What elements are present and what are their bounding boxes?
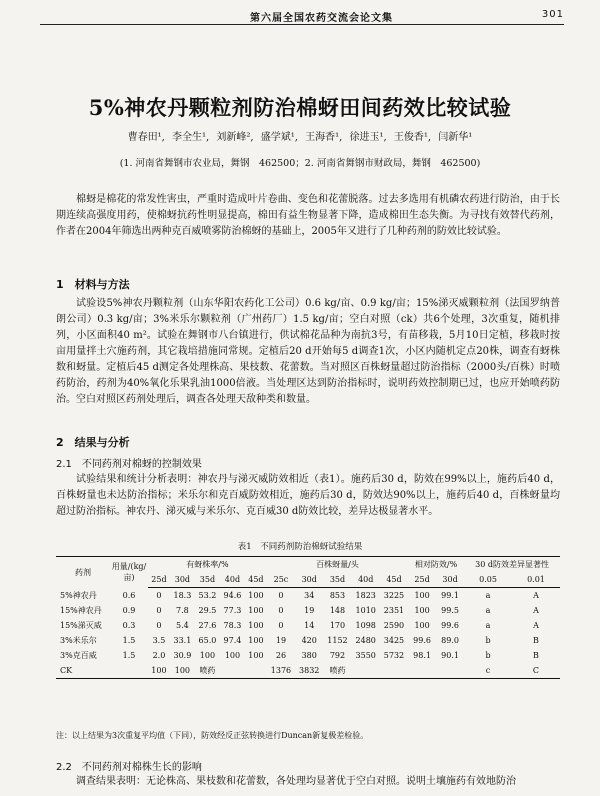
- author: 王俊香¹,: [393, 132, 432, 143]
- cell-rate: 3.5: [152, 636, 166, 645]
- cell-rate: 100: [148, 663, 170, 679]
- cell-count: 0: [278, 591, 284, 600]
- section-heading: 2 结果与分析: [56, 436, 130, 449]
- table-row: [56, 618, 560, 633]
- cell-count: 1823: [355, 591, 376, 600]
- cell-count: 34: [304, 591, 315, 600]
- cell-agent: CK: [56, 663, 110, 679]
- cell-rate: 0: [156, 621, 162, 630]
- cell-sig: C: [512, 663, 560, 679]
- cell-rate: 100: [248, 606, 264, 615]
- table-row: [56, 663, 560, 679]
- results-table: [56, 556, 560, 679]
- table-row: [56, 603, 560, 618]
- cell-rate: 喷药: [195, 663, 220, 679]
- cell-rate: 0: [156, 606, 162, 615]
- col-subheader: 45d: [380, 572, 408, 588]
- subsection-heading: 2.2 不同药剂对棉株生长的影响: [56, 762, 202, 773]
- cell-dose: 0.6: [122, 590, 136, 600]
- cell-eff: [408, 663, 436, 679]
- cell-rate: 65.0: [198, 636, 217, 645]
- cell-eff: 90.1: [441, 651, 459, 660]
- cell-rate: 7.8: [176, 606, 189, 615]
- col-header-agent: 药剂: [56, 557, 110, 588]
- cell-count: 19: [275, 636, 287, 645]
- cell-count: 2351: [383, 606, 405, 615]
- cell-agent: 15%涕灭威: [60, 621, 102, 630]
- cell-dose: 1.5: [122, 636, 136, 645]
- cell-count: 1376: [267, 663, 295, 679]
- cell-count: 380: [301, 651, 317, 660]
- cell-eff: 99.1: [441, 591, 459, 600]
- col-subheader: 35d: [195, 572, 220, 588]
- cell-count: 1098: [355, 621, 376, 630]
- author: 李全生¹,: [172, 132, 210, 143]
- col-header-count: 百株蚜量/头: [267, 557, 408, 573]
- cell-count: 5732: [383, 651, 405, 660]
- cell-sig: a: [485, 621, 491, 630]
- col-subheader: 45d: [245, 572, 267, 588]
- col-header-efficacy: 相对防效/%: [408, 557, 464, 573]
- methods-paragraph: 试验设5%神农丹颗粒剂（山东华阳农药化工公司）0.6 kg/亩、0.9 kg/亩；15%涕灭威颗粒剂（法国罗纳普朗公司）0.3 kg/亩；3%米乐尔颗粒剂（广州药厂）1.5 kg/亩；空白对照（ck）共6个处理，3次重复，随机排列，小区面积40 m²。试验在舞钢市八台镇进行，供试棉花品种为南抗3号，有苗移栽，5月10日定植，移栽时按亩用量拌土穴施药剂，其它栽培措施同常规。定植后20 d开始每5 d调查1次，小区内随机定点20株，调查有蚜株数和蚜量。定植后45 d测定各处理株高、果枝数、花蕾数。当对照区百株蚜量超过防治指标（2000头/百株）时喷药防治，药剂为40%氧化乐果乳油1000倍液。当处理区达到防治指标时，说明药效控制期已过，也应开始喷药防治。空白对照区药剂处理后，调查各处理天敌种类和数量。: [56, 298, 560, 405]
- cell-rate: 2.0: [152, 651, 166, 660]
- cell-agent: 15%神农丹: [60, 606, 102, 615]
- cell-eff: 99.5: [441, 606, 459, 615]
- cell-rate: 18.3: [173, 591, 192, 600]
- cell-rate: 100: [224, 651, 241, 660]
- col-subheader: 0.01: [512, 572, 560, 588]
- cell-eff: 100: [414, 591, 430, 600]
- cell-count: 420: [301, 636, 317, 645]
- cell-eff: 100: [414, 606, 430, 615]
- col-subheader: 30d: [295, 572, 323, 588]
- col-subheader: 40d: [220, 572, 245, 588]
- cell-rate: 29.5: [198, 606, 217, 615]
- cell-rate: 27.6: [198, 621, 217, 630]
- author: 闫新华¹: [438, 132, 473, 143]
- table-row: [56, 633, 560, 648]
- running-title: 第六届全国农药交流会论文集: [250, 13, 393, 24]
- cell-agent: 3%米乐尔: [60, 636, 97, 645]
- cell-dose: 0.3: [122, 621, 136, 630]
- results-paragraph: 试验结果和统计分析表明：神农丹与涕灭威防效相近（表1）。施药后30 d，防效在99%以上，施药后40 d，百株蚜量也未达防治指标；米乐尔和克百威防效相近，施药后30 d，防效达90%以上，施药后40 d，百株蚜量均超过防治指标。神农丹、涕灭威与米乐尔、克百威30 d防效比较，差异达极显著水平。: [56, 474, 560, 517]
- cell-agent: 3%克百威: [60, 651, 97, 660]
- cell-sig: a: [485, 591, 491, 600]
- table-row: [56, 588, 560, 604]
- col-header-significance: 30 d防效差异显著性: [464, 557, 560, 573]
- cell-count: [380, 663, 408, 679]
- cell-sig: b: [485, 651, 491, 660]
- cell-dose: 0.9: [122, 606, 136, 615]
- table-note: 注：以上结果为3次重复平均值（下同），防效经反正弦转换进行Duncan新复极差检验。: [56, 731, 369, 740]
- cell-rate: 100: [248, 621, 264, 630]
- results-table-body: [56, 588, 560, 679]
- cell-rate: 30.9: [173, 651, 192, 660]
- cell-count: 0: [278, 621, 284, 630]
- col-subheader: 0.05: [464, 572, 512, 588]
- author-list: [0, 128, 600, 143]
- cell-count: 1152: [327, 636, 348, 645]
- cell-count: 170: [329, 621, 346, 630]
- cell-count: 14: [304, 621, 315, 630]
- cell-eff: 99.6: [413, 636, 431, 645]
- cell-count: 3225: [383, 591, 405, 600]
- cell-eff: 98.1: [413, 651, 431, 660]
- cell-rate: 100: [248, 636, 264, 645]
- cell-rate: 100: [248, 651, 264, 660]
- affiliation: (1. 河南省舞钢市农业局，舞钢 462500；2. 河南省舞钢市财政局，舞钢 462500): [119, 158, 481, 169]
- cell-rate: 5.4: [176, 621, 189, 630]
- section-heading: 1 材料与方法: [56, 278, 130, 291]
- cell-sig: c: [464, 663, 512, 679]
- cell-rate: 94.6: [223, 591, 242, 600]
- cell-count: 喷药: [323, 663, 351, 679]
- cell-count: 19: [304, 606, 315, 615]
- cell-eff: 99.6: [441, 621, 459, 630]
- author: 曹春田¹,: [127, 132, 165, 143]
- cell-rate: 100: [170, 663, 195, 679]
- page-number: 301: [541, 9, 564, 20]
- cell-sig: A: [533, 591, 539, 600]
- col-header-dose: 用量/(kg/亩): [110, 557, 148, 588]
- cell-sig: B: [533, 651, 539, 660]
- cell-sig: A: [533, 606, 539, 615]
- cell-rate: [220, 663, 245, 679]
- cell-rate: 77.3: [223, 606, 242, 615]
- col-subheader: 25c: [267, 572, 295, 588]
- cell-sig: A: [533, 621, 539, 630]
- cell-rate: 33.1: [173, 636, 192, 645]
- cell-count: 2590: [383, 621, 405, 630]
- cell-rate: 100: [199, 651, 216, 660]
- cell-count: [352, 663, 380, 679]
- cell-rate: [245, 663, 267, 679]
- subsection-heading: 2.1 不同药剂对棉蚜的控制效果: [56, 459, 202, 470]
- cell-rate: 0: [156, 591, 162, 600]
- cell-count: 3550: [355, 651, 376, 660]
- article-title: 5%神农丹颗粒剂防治棉蚜田间药效比较试验: [88, 95, 512, 120]
- cell-eff: [436, 663, 464, 679]
- cell-rate: 53.2: [198, 591, 217, 600]
- col-subheader: 40d: [352, 572, 380, 588]
- col-subheader: 30d: [170, 572, 195, 588]
- growth-paragraph: 调查结果表明：无论株高、果枝数和花蕾数，各处理均显著优于空白对照。说明土壤施药有效地防治: [76, 776, 516, 787]
- author: 刘新峰²,: [216, 132, 254, 143]
- col-header-rate: 有蚜株率/%: [148, 557, 267, 573]
- table-caption: 表1 不同药剂防治棉蚜试验结果: [237, 542, 363, 552]
- cell-count: 2480: [355, 636, 376, 645]
- cell-count: 1010: [355, 606, 376, 615]
- col-subheader: 25d: [408, 572, 436, 588]
- table-row: [56, 648, 560, 663]
- col-subheader: 35d: [323, 572, 351, 588]
- cell-agent: 5%神农丹: [60, 590, 97, 600]
- author: 徐进玉¹,: [349, 132, 387, 143]
- intro-paragraph: 棉蚜是棉花的常发性害虫，严重时造成叶片卷曲、变色和花蕾脱落。过去多选用有机磷农药进行防治，由于长期连续高强度用药，使棉蚜抗药性明显提高，棉田有益生物显著下降，造成棉田生态失衡。为寻找有效替代药剂，作者在2004年筛选出两种克百威喷雾防治棉蚜的基础上，2005年又进行了几种药剂的防效比较试验。: [56, 194, 560, 237]
- cell-sig: b: [485, 636, 491, 645]
- cell-eff: 89.0: [441, 636, 459, 645]
- cell-rate: 97.4: [223, 636, 242, 645]
- col-subheader: 25d: [148, 572, 170, 588]
- cell-sig: B: [533, 636, 539, 645]
- cell-eff: 100: [414, 621, 430, 630]
- cell-dose: [110, 663, 148, 679]
- author: 盛学斌¹,: [260, 132, 298, 143]
- cell-rate: 78.3: [223, 621, 242, 630]
- cell-sig: a: [485, 606, 491, 615]
- author: 王海香¹,: [305, 132, 343, 143]
- cell-count: 3832: [295, 663, 323, 679]
- cell-count: 0: [278, 606, 284, 615]
- cell-count: 792: [329, 651, 346, 660]
- cell-dose: 1.5: [122, 651, 136, 660]
- cell-count: 26: [275, 651, 287, 660]
- running-header: [40, 8, 564, 25]
- cell-count: 148: [329, 606, 346, 615]
- cell-count: 3425: [383, 636, 405, 645]
- col-subheader: 30d: [436, 572, 464, 588]
- cell-rate: 100: [248, 591, 264, 600]
- cell-count: 853: [329, 591, 346, 600]
